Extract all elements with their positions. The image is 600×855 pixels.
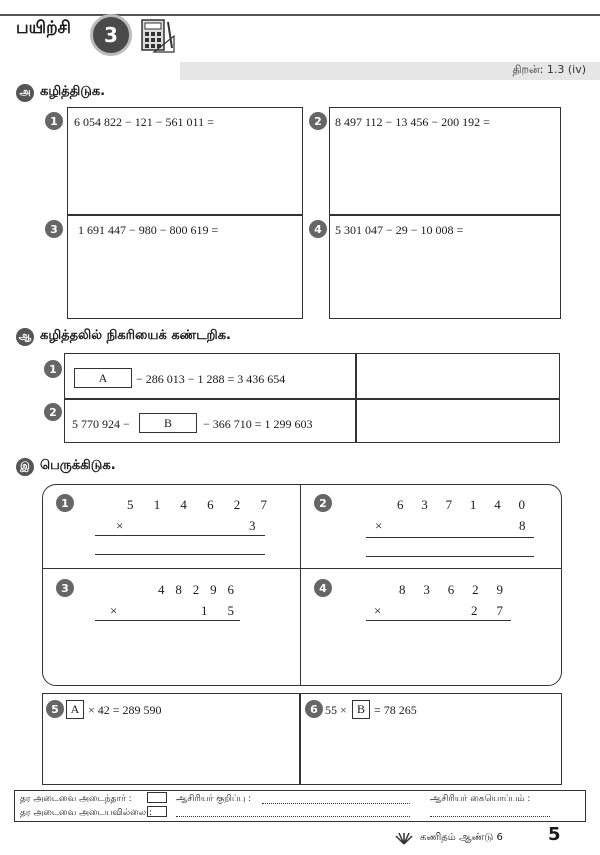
multiplier: 2 7 <box>471 603 503 618</box>
teacher-note-line[interactable] <box>262 803 410 804</box>
page-number: 5 <box>548 824 561 845</box>
question-number: 2 <box>314 494 332 512</box>
question-number: 2 <box>309 112 327 130</box>
answer-line <box>366 556 534 557</box>
achieved-checkbox[interactable] <box>147 792 167 803</box>
unknown-box-b[interactable]: B <box>352 700 370 719</box>
times-sign: × <box>110 603 118 618</box>
question-expression: 55 × <box>325 703 347 717</box>
question-number: 6 <box>305 700 323 718</box>
unknown-box-a[interactable]: A <box>66 700 84 719</box>
answer-line <box>95 554 265 555</box>
times-sign: × <box>375 518 383 533</box>
panel-divider <box>300 484 301 686</box>
book-title: கணிதம் ஆண்டு 6 <box>420 832 503 843</box>
multiplicand: 4 8 2 9 6 <box>158 582 234 597</box>
multiplier: 1 5 <box>201 603 234 618</box>
section-b-title: கழித்தலில் நிகரியைக் கண்டறிக. <box>40 328 231 343</box>
answer-box-b2[interactable] <box>356 399 560 443</box>
answer-line <box>95 620 240 621</box>
answer-line <box>95 535 265 536</box>
skill-label: திறன்: 1.3 (iv) <box>512 63 586 76</box>
book-logo-icon <box>393 830 415 844</box>
answer-line <box>366 620 511 621</box>
page-title: பயிற்சி <box>16 18 71 38</box>
teacher-sign-label: ஆசிரியர் கையொப்பம் : <box>430 794 531 804</box>
times-sign: × <box>116 518 124 533</box>
not-achieved-checkbox[interactable] <box>147 806 167 817</box>
question-number: 2 <box>44 403 62 421</box>
question-expression: − 286 013 − 1 288 = 3 436 654 <box>136 372 286 386</box>
question-number: 3 <box>45 220 63 238</box>
question-expression: × 42 = 289 590 <box>88 703 162 717</box>
exercise-number-badge: 3 <box>90 14 132 56</box>
teacher-sign-line[interactable] <box>430 816 550 817</box>
calculator-icon <box>140 18 176 54</box>
question-number: 1 <box>44 360 62 378</box>
question-expression: 5 301 047 − 29 − 10 008 = <box>335 223 464 237</box>
teacher-note-line[interactable] <box>176 816 410 817</box>
question-expression: 5 770 924 − <box>72 417 130 431</box>
multiplier: 8 <box>519 518 526 533</box>
teacher-note-label: ஆசிரியர் குறிப்பு : <box>176 794 252 804</box>
question-expression: = 78 265 <box>374 703 417 717</box>
multiplicand: 5 1 4 6 2 7 <box>127 497 267 512</box>
question-number: 4 <box>309 220 327 238</box>
section-b-marker: ஆ <box>16 328 34 346</box>
section-a-marker: அ <box>16 84 34 102</box>
multiplicand: 6 3 7 1 4 0 <box>397 497 525 512</box>
not-achieved-label: தர அடைவை அடையவில்லை : <box>20 808 153 818</box>
question-expression: − 366 710 = 1 299 603 <box>203 417 313 431</box>
achieved-label: தர அடைவை அடைந்தார் : <box>20 794 132 804</box>
question-number: 3 <box>56 579 74 597</box>
question-number: 1 <box>45 112 63 130</box>
times-sign: × <box>374 603 382 618</box>
multiplier: 3 <box>249 518 256 533</box>
answer-box-b1[interactable] <box>356 353 560 399</box>
unknown-box-b[interactable]: B <box>139 413 197 433</box>
question-number: 5 <box>46 700 64 718</box>
question-number: 1 <box>56 494 74 512</box>
question-expression: 1 691 447 − 980 − 800 619 = <box>78 223 219 237</box>
multiplicand: 8 3 6 2 9 <box>399 582 503 597</box>
question-number: 4 <box>314 579 332 597</box>
section-c-title: பெருக்கிடுக. <box>40 458 116 473</box>
question-expression: 8 497 112 − 13 456 − 200 192 = <box>335 115 490 129</box>
header-rule <box>0 14 600 16</box>
section-c-marker: இ <box>16 458 34 476</box>
question-expression: 6 054 822 − 121 − 561 011 = <box>74 115 214 129</box>
unknown-box-a[interactable]: A <box>74 368 132 388</box>
panel-divider <box>42 568 562 569</box>
section-a-title: கழித்திடுக. <box>40 84 106 99</box>
answer-line <box>366 537 534 538</box>
